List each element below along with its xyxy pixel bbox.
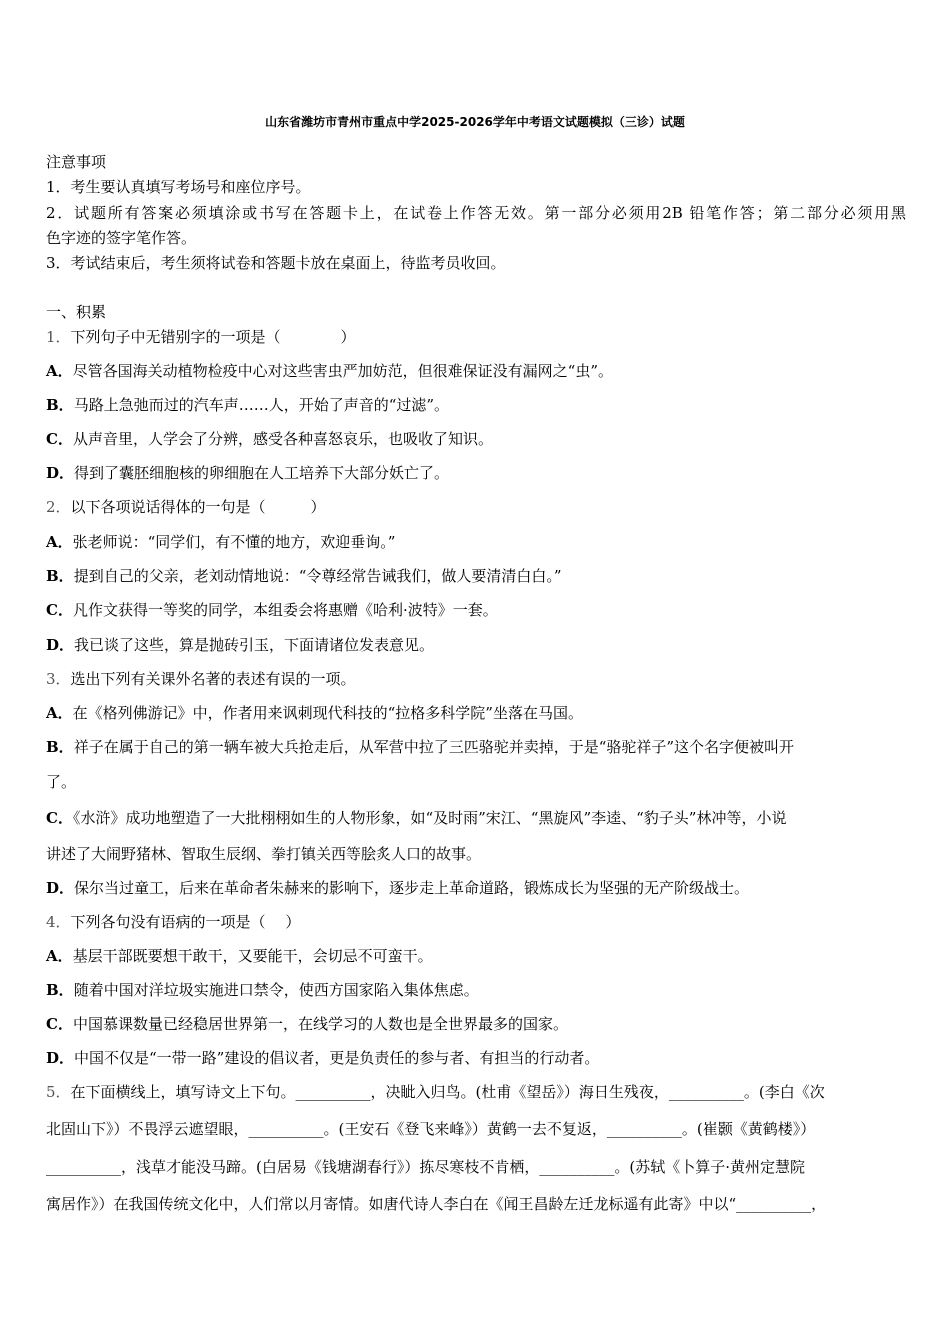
question-text: 选出下列有关课外名著的表述有误的一项。 (70, 670, 356, 688)
option-label: B． (46, 738, 74, 756)
question-2-stem (46, 497, 326, 517)
question-3-stem (46, 669, 356, 689)
section-heading: 一、积累 (46, 303, 107, 321)
question-1-option-c (46, 429, 493, 449)
question-number: 4． (46, 913, 71, 931)
question-5-line-4: 寓居作》）在我国传统文化中，人们常以月寄情。如唐代诗人李白在《闻王昌龄左迁龙标遥有此寄》中以“__________， (46, 1195, 827, 1213)
option-label: A． (46, 947, 73, 965)
question-3-option-b (46, 737, 794, 757)
question-3-option-c-cont: 讲述了大闹野猪林、智取生辰纲、拳打镇关西等脍炙人口的故事。 (46, 845, 482, 863)
question-5-line-2: 北固山下》）不畏浮云遮望眼，__________。(王安石《登飞来峰》）黄鹤一去不复返，__________。(崔颢《黄鹤楼》） (46, 1120, 816, 1138)
question-text: 以下各项说话得体的一句是（ ） (70, 498, 326, 516)
option-label: A． (46, 362, 73, 380)
notice-item-1: 1．考生要认真填写考场号和座位序号。 (46, 178, 311, 196)
question-5-line-1 (46, 1082, 825, 1102)
option-label: B． (46, 981, 74, 999)
option-text: 随着中国对洋垃圾实施进口禁令，使西方国家陷入集体焦虑。 (73, 981, 479, 999)
question-text: 在下面横线上，填写诗文上下句。__________，决眦入归鸟。(杜甫《望岳》）海日生残夜，__________。(李白《次 (70, 1083, 825, 1101)
option-label: B． (46, 396, 74, 414)
option-text: 得到了囊胚细胞核的卵细胞在人工培养下大部分妖亡了。 (74, 464, 450, 482)
option-text: 保尔当过童工，后来在革命者朱赫来的影响下，逐步走上革命道路，锻炼成长为坚强的无产阶级战士。 (74, 879, 750, 897)
question-number: 5． (46, 1083, 71, 1101)
option-label: C． (46, 809, 73, 827)
question-1-option-a (46, 361, 613, 381)
question-2-option-c (46, 600, 498, 620)
option-text: 马路上急弛而过的汽车声……人，开始了声音的“过滤”。 (73, 396, 450, 414)
option-text: 凡作文获得一等奖的同学，本组委会将惠赠《哈利·波特》一套。 (72, 601, 498, 619)
question-number: 2． (46, 498, 71, 516)
question-4-option-d (46, 1048, 599, 1068)
question-3-option-d (46, 878, 749, 898)
option-label: D． (46, 464, 75, 482)
option-text: 张老师说：“同学们，有不懂的地方，欢迎垂询。” (72, 533, 396, 551)
question-text: 下列句子中无错别字的一项是（ ） (70, 328, 356, 346)
question-1-option-d (46, 463, 449, 483)
notice-item-2-cont: 色字迹的签字笔作答。 (46, 229, 197, 247)
notice-heading: 注意事项 (46, 153, 107, 171)
option-text: 从声音里，人学会了分辨，感受各种喜怒哀乐，也吸收了知识。 (72, 430, 493, 448)
option-text: 在《格列佛游记》中，作者用来讽刺现代科技的“拉格多科学院”坐落在马国。 (72, 704, 583, 722)
question-1-option-b (46, 395, 449, 415)
option-label: A． (46, 533, 73, 551)
option-text: 基层干部既要想干敢干，又要能干，会切忌不可蛮干。 (72, 947, 433, 965)
question-4-option-c (46, 1014, 568, 1034)
option-label: C． (46, 430, 73, 448)
notice-item-3: 3．考试结束后，考生须将试卷和答题卡放在桌面上，待监考员收回。 (46, 254, 506, 272)
option-label: A． (46, 704, 73, 722)
option-label: D． (46, 1049, 75, 1067)
option-text: 《水浒》成功地塑造了一大批栩栩如生的人物形象，如“及时雨”宋江、“黑旋风”李逵、“豹子头”林冲等，小说 (72, 809, 787, 827)
notice-item-2: 2．试题所有答案必须填涂或书写在答题卡上，在试卷上作答无效。第一部分必须用2B 铅笔作答；第二部分必须用黑 (46, 204, 906, 222)
option-text: 我已谈了这些，算是抛砖引玉，下面请诸位发表意见。 (74, 636, 435, 654)
question-3-option-a (46, 703, 583, 723)
option-label: C． (46, 1015, 73, 1033)
question-2-option-a (46, 532, 395, 552)
option-label: B． (46, 567, 74, 585)
question-text: 下列各句没有语病的一项是（ ） (70, 913, 301, 931)
question-number: 1． (46, 328, 71, 346)
question-3-option-b-cont: 了。 (46, 773, 77, 791)
option-text: 提到自己的父亲，老刘动情地说：“令尊经常告诫我们，做人要清清白白。” (73, 567, 562, 585)
question-4-option-a (46, 946, 433, 966)
question-number: 3． (46, 670, 71, 688)
option-text: 祥子在属于自己的第一辆车被大兵抢走后，从军营中拉了三匹骆驼并卖掉，于是“骆驼祥子”这个名字便被叫开 (73, 738, 795, 756)
option-text: 尽管各国海关动植物检疫中心对这些害虫严加妨范，但很难保证没有漏网之“虫”。 (72, 362, 613, 380)
question-1-stem (46, 327, 356, 347)
question-2-option-d (46, 635, 434, 655)
option-label: D． (46, 879, 75, 897)
option-text: 中国不仅是“一带一路”建设的倡议者，更是负责任的参与者、有担当的行动者。 (74, 1049, 600, 1067)
question-5-line-3: __________，浅草才能没马蹄。(白居易《钱塘湖春行》）拣尽寒枝不肯栖，__________。(苏轼《卜算子·黄州定慧院 (46, 1158, 805, 1176)
question-4-stem (46, 912, 300, 932)
question-3-option-c (46, 808, 786, 828)
question-4-option-b (46, 980, 479, 1000)
option-label: C． (46, 601, 73, 619)
question-2-option-b (46, 566, 562, 586)
page-title: 山东省潍坊市青州市重点中学2025-2026学年中考语文试题模拟（三诊）试题 (265, 115, 685, 129)
option-label: D． (46, 636, 75, 654)
option-text: 中国慕课数量已经稳居世界第一，在线学习的人数也是全世界最多的国家。 (72, 1015, 568, 1033)
